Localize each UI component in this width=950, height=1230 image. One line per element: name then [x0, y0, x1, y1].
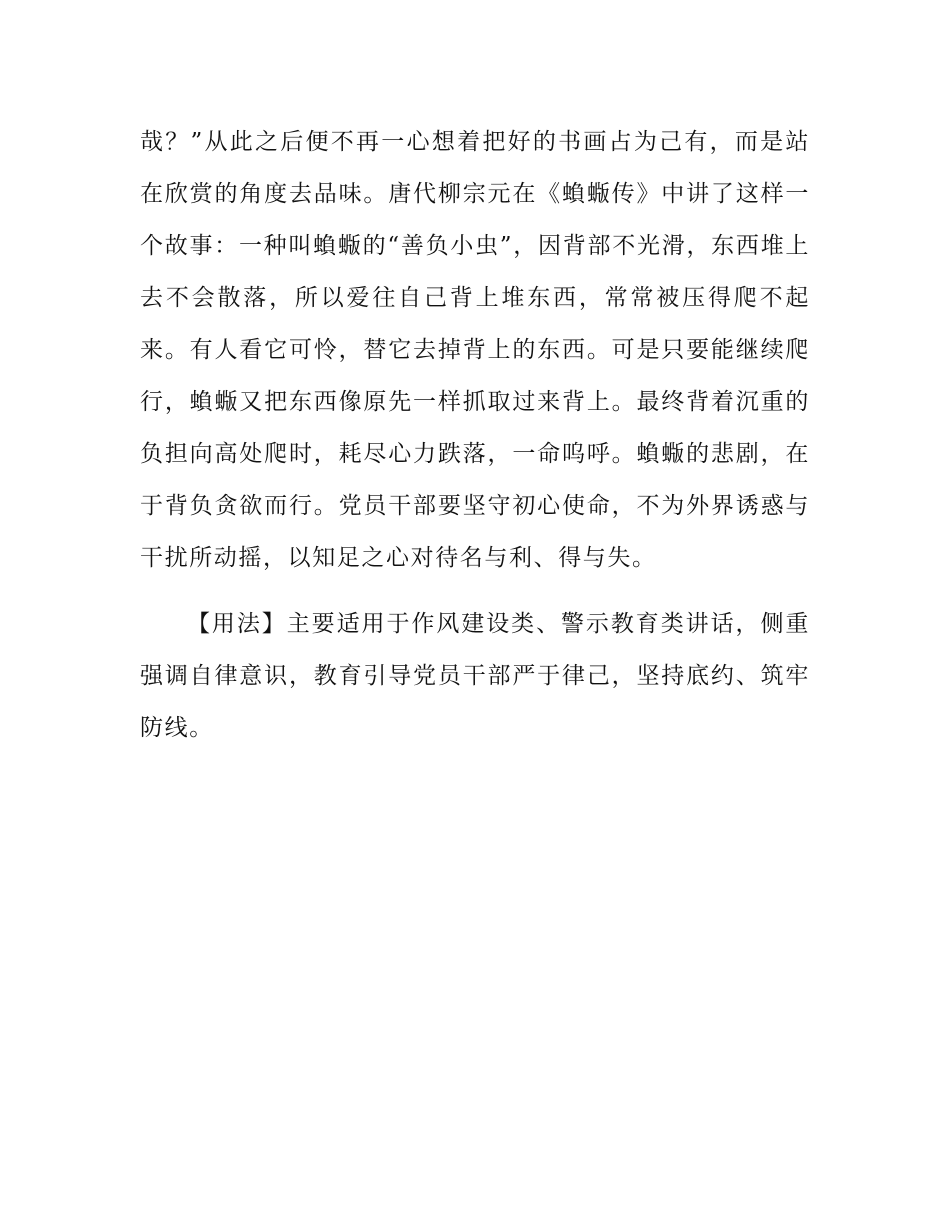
document-body [140, 116, 810, 754]
story-paragraph: 哉？”从此之后便不再一心想着把好的书画占为己有，而是站在欣赏的角度去品味。唐代柳宗元在《蝜蝂传》中讲了这样一个故事：一种叫蝜蝂的“善负小虫”，因背部不光滑，东西堆上去不会散落，所以爱往自己背上堆东西，常常被压得爬不起来。有人看它可怜，替它去掉背上的东西。可是只要能继续爬行，蝜蝂又把东西像原先一样抓取过来背上。最终背着沉重的负担向高处爬时，耗尽心力跌落，一命呜呼。蝜蝂的悲剧，在于背负贪欲而行。党员干部要坚守初心使命，不为外界诱惑与干扰所动摇，以知足之心对待名与利、得与失。 [140, 129, 810, 571]
usage-paragraph: 【用法】主要适用于作风建设类、警示教育类讲话，侧重强调自律意识，教育引导党员干部严于律己，坚持底约、筑牢防线。 [140, 611, 810, 741]
